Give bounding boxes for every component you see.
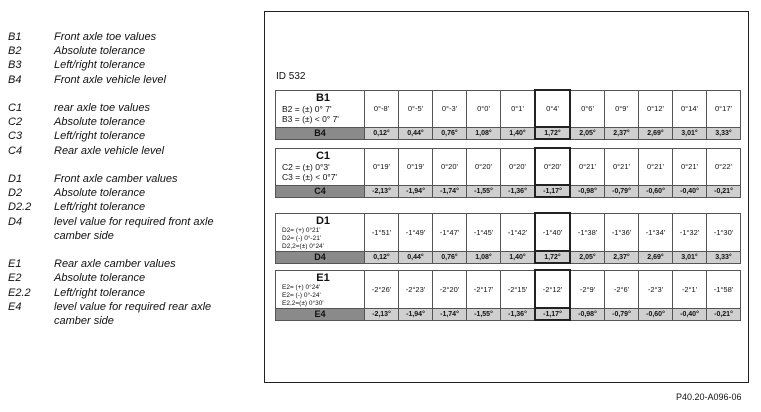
legend-text: Absolute tolerance: [54, 45, 146, 58]
value-cell: -1°51': [365, 213, 399, 251]
legend-item: [8, 115, 258, 129]
level-cell: -1,55°: [467, 308, 501, 320]
level-cell: -0,40°: [673, 308, 707, 320]
spec-table-d1: [275, 212, 741, 264]
value-cell: -1°38': [570, 213, 605, 251]
table-header-cell: [276, 90, 365, 127]
value-cell: 0°1': [501, 90, 536, 127]
legend-text: level value for required front axle camber side: [54, 215, 214, 242]
legend-code: B4: [8, 73, 22, 86]
value-cell: -2°3': [639, 270, 673, 308]
value-cell: -2°9': [570, 270, 605, 308]
level-cell: -1,74°: [433, 185, 467, 197]
table-key: E1: [316, 271, 330, 284]
legend-item: [8, 286, 258, 300]
legend-text: Front axle vehicle level: [54, 73, 166, 86]
legend-code: B3: [8, 59, 22, 72]
spec-id: ID 532: [276, 71, 306, 82]
value-cell: 0°20': [535, 148, 570, 185]
legend-item: [8, 186, 258, 200]
value-cell: 0°20': [467, 148, 501, 185]
level-cell: -0,98°: [570, 308, 605, 320]
level-cell: 1,08°: [467, 127, 501, 139]
value-cell: 0°21': [639, 148, 673, 185]
level-cell: 3,01°: [673, 127, 707, 139]
value-cell: 0°-8': [365, 90, 399, 127]
level-cell: -1,17°: [535, 185, 570, 197]
legend-text: Front axle camber values: [54, 173, 178, 185]
level-cell: 3,33°: [707, 127, 741, 139]
level-cell: 1,08°: [467, 251, 501, 263]
table-key: D1: [315, 214, 331, 227]
value-cell: -2°1': [673, 270, 707, 308]
legend-code: C2: [8, 116, 23, 129]
level-cell: -0,79°: [605, 185, 639, 197]
value-cell: 0°6': [570, 90, 605, 127]
legend-item: [8, 215, 258, 243]
value-cell: 0°12': [639, 90, 673, 127]
tolerance-line: D2,2=(±) 0°24': [282, 242, 324, 250]
value-cell: -1°32': [673, 213, 707, 251]
value-cell: 0°4': [535, 90, 570, 127]
legend-text: Left/right tolerance: [54, 130, 146, 143]
level-cell: 1,72°: [535, 251, 570, 263]
level-cell: -1,55°: [467, 185, 501, 197]
level-cell: 2,05°: [570, 251, 605, 263]
level-cell: -0,60°: [639, 185, 673, 197]
spec-table-c1: [275, 147, 741, 198]
legend-code: E4: [8, 300, 22, 313]
value-cell: -1°40': [535, 213, 570, 251]
value-cell: -1°36': [605, 213, 639, 251]
legend-text: Left/right tolerance: [54, 201, 146, 214]
value-cell: -2°17': [467, 270, 501, 308]
level-cell: -0,21°: [707, 185, 741, 197]
table-header-cell: [276, 270, 365, 308]
legend-code: C3: [8, 130, 23, 143]
legend-text: Front axle toe values: [54, 31, 157, 43]
level-cell: 1,40°: [501, 127, 536, 139]
level-cell: 0,12°: [365, 251, 399, 263]
value-cell: 0°-5': [399, 90, 433, 127]
level-cell: 3,33°: [707, 251, 741, 263]
value-cell: 0°17': [707, 90, 741, 127]
table-key: C1: [315, 149, 331, 162]
table-header-cell: [276, 213, 365, 251]
legend-text: Absolute tolerance: [54, 187, 146, 200]
value-cell: -1°42': [501, 213, 536, 251]
value-cell: 0°20': [501, 148, 536, 185]
legend-code: D4: [8, 215, 23, 228]
level-cell: 2,37°: [605, 127, 639, 139]
value-cell: 0°-3': [433, 90, 467, 127]
level-cell: 0,76°: [433, 127, 467, 139]
tolerance-line: E2,2=(±) 0°30': [282, 299, 324, 307]
figure-reference: P40.20-A096-06: [676, 392, 742, 402]
level-cell: -0,40°: [673, 185, 707, 197]
level-key: B4: [276, 127, 365, 139]
table-key: B1: [315, 91, 331, 104]
legend-item: [8, 172, 258, 186]
legend-spacer: [8, 158, 258, 172]
legend-code: E1: [8, 258, 22, 271]
value-cell: -2°23': [399, 270, 433, 308]
level-cell: -1,17°: [535, 308, 570, 320]
value-cell: -1°58': [707, 270, 741, 308]
level-cell: -0,79°: [605, 308, 639, 320]
value-cell: 0°0': [467, 90, 501, 127]
spec-table-e1: [275, 269, 741, 321]
value-cell: 0°21': [605, 148, 639, 185]
level-cell: 1,40°: [501, 251, 536, 263]
level-cell: -0,21°: [707, 308, 741, 320]
value-cell: -2°12': [535, 270, 570, 308]
value-cell: 0°14': [673, 90, 707, 127]
legend-code: D1: [8, 173, 23, 185]
value-cell: -1°45': [467, 213, 501, 251]
tolerance-line: B3 = (±) < 0° 7': [282, 114, 339, 124]
value-cell: -2°15': [501, 270, 536, 308]
legend-item: [8, 271, 258, 285]
spec-table-b1: [275, 89, 741, 140]
level-cell: 3,01°: [673, 251, 707, 263]
value-cell: -1°34': [639, 213, 673, 251]
value-cell: 0°20': [433, 148, 467, 185]
value-cell: -1°47': [433, 213, 467, 251]
level-cell: -2,13°: [365, 308, 399, 320]
level-cell: -0,98°: [570, 185, 605, 197]
legend-item: [8, 44, 258, 58]
legend-text: rear axle toe values: [54, 102, 150, 114]
level-cell: 2,37°: [605, 251, 639, 263]
legend-code: E2.2: [8, 286, 31, 299]
legend-code: B1: [8, 31, 22, 43]
level-cell: -1,36°: [501, 185, 536, 197]
legend-item: [8, 200, 258, 214]
legend-text: Rear axle vehicle level: [54, 144, 165, 157]
value-cell: -1°30': [707, 213, 741, 251]
value-cell: 0°21': [673, 148, 707, 185]
legend-text: Left/right tolerance: [54, 286, 146, 299]
legend-item: [8, 300, 258, 328]
value-cell: 0°9': [605, 90, 639, 127]
tolerance-line: E2= (+) 0°24': [282, 283, 321, 291]
level-cell: 0,44°: [399, 127, 433, 139]
value-cell: -2°26': [365, 270, 399, 308]
level-cell: 2,69°: [639, 251, 673, 263]
legend-item: [8, 58, 258, 72]
legend-item: [8, 144, 258, 158]
legend-item: [8, 73, 258, 87]
level-cell: 2,69°: [639, 127, 673, 139]
value-cell: 0°19': [399, 148, 433, 185]
level-cell: 0,44°: [399, 251, 433, 263]
value-cell: 0°19': [365, 148, 399, 185]
legend-spacer: [8, 87, 258, 101]
tolerance-line: D2= (-) 0°-21': [282, 234, 322, 242]
value-cell: 0°22': [707, 148, 741, 185]
value-cell: 0°21': [570, 148, 605, 185]
level-cell: -1,74°: [433, 308, 467, 320]
value-cell: -2°20': [433, 270, 467, 308]
legend-text: level value for required rear axle camber side: [54, 300, 212, 328]
level-cell: -2,13°: [365, 185, 399, 197]
level-cell: -1,36°: [501, 308, 536, 320]
tolerance-line: B2 = (±) 0° 7': [282, 103, 332, 114]
legend-item: [8, 101, 258, 115]
legend-text: Left/right tolerance: [54, 59, 146, 72]
level-cell: -1,94°: [399, 185, 433, 197]
legend-item: [8, 30, 258, 44]
legend-code: C1: [8, 102, 23, 114]
value-cell: -2°6': [605, 270, 639, 308]
tolerance-line: E2= (-) 0°-24': [282, 291, 321, 299]
legend-text: Rear axle camber values: [54, 258, 176, 271]
legend-item: [8, 257, 258, 271]
legend-text: Absolute tolerance: [54, 272, 146, 285]
level-cell: 2,05°: [570, 127, 605, 139]
legend-item: [8, 129, 258, 143]
tolerance-line: D2= (+) 0°21': [282, 226, 321, 234]
tolerance-line: C2 = (±) 0°3': [282, 161, 330, 172]
legend-list: [8, 30, 258, 328]
legend-code: E2: [8, 272, 22, 285]
level-cell: 0,12°: [365, 127, 399, 139]
value-cell: -1°49': [399, 213, 433, 251]
level-cell: -0,60°: [639, 308, 673, 320]
level-cell: 0,76°: [433, 251, 467, 263]
legend-spacer: [8, 243, 258, 257]
legend-code: D2.2: [8, 201, 32, 214]
level-key: E4: [276, 308, 365, 320]
legend-code: B2: [8, 45, 22, 58]
level-key: C4: [276, 185, 365, 197]
legend-code: C4: [8, 144, 23, 157]
legend-text: Absolute tolerance: [54, 116, 146, 129]
legend-code: D2: [8, 187, 23, 200]
level-cell: 1,72°: [535, 127, 570, 139]
table-header-cell: [276, 148, 365, 185]
tolerance-line: C3 = (±) < 0°7': [282, 172, 338, 182]
level-key: D4: [276, 251, 365, 263]
level-cell: -1,94°: [399, 308, 433, 320]
